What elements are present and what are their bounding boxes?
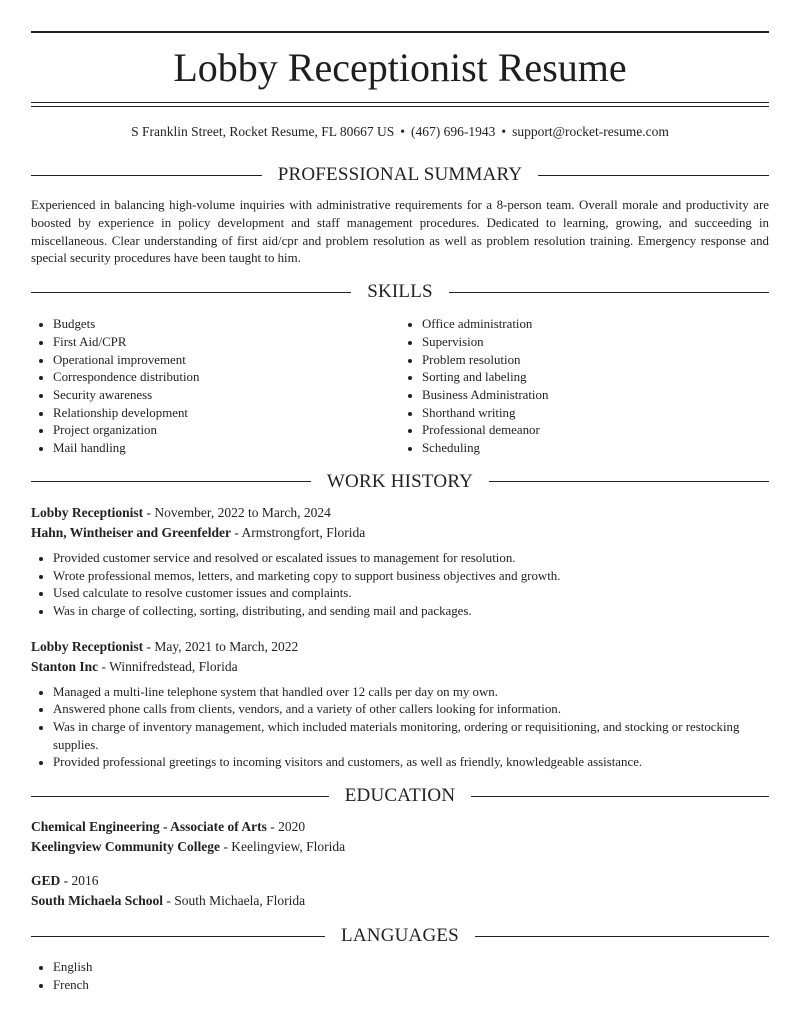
job-entry xyxy=(31,503,769,621)
job-title: Lobby Receptionist xyxy=(31,638,144,654)
work-history-heading xyxy=(31,470,769,494)
contact-separator: • xyxy=(400,124,405,139)
skills-column-left xyxy=(31,316,400,458)
education-entry xyxy=(31,817,769,856)
skill-item: • Office administration xyxy=(422,316,769,334)
job-location: Winnifredstead, Florida xyxy=(109,658,238,674)
education-school: Keelingview Community College xyxy=(31,839,220,855)
dash: - xyxy=(146,504,152,520)
heading-rule-right xyxy=(475,936,769,937)
skill-item: • Supervision xyxy=(422,334,769,352)
education-year: 2020 xyxy=(278,819,306,835)
language-item: • French xyxy=(53,977,769,995)
resume-title: Lobby Receptionist Resume xyxy=(173,45,627,90)
skill-item: • Sorting and labeling xyxy=(422,369,769,387)
job-entry xyxy=(31,637,769,773)
dash: - xyxy=(234,524,239,540)
job-company: Hahn, Wintheiser and Greenfelder xyxy=(31,524,232,540)
skill-item: • Business Administration xyxy=(422,387,769,405)
heading-rule-left xyxy=(31,292,351,293)
education-heading xyxy=(31,784,769,808)
heading-rule-right xyxy=(471,796,769,797)
job-bullet: • Was in charge of inventory management, which included materials monitoring, ordering or requisitioning, and stocking or restocking supplies. xyxy=(53,719,769,754)
job-location: Armstrongfort, Florida xyxy=(241,524,366,540)
job-bullet: • Was in charge of collecting, sorting, distributing, and sending mail and packages. xyxy=(53,603,769,621)
skill-item: • Scheduling xyxy=(422,440,769,458)
skill-item: • Shorthand writing xyxy=(422,405,769,423)
job-bullet: • Provided customer service and resolved or escalated issues to management for resolution. xyxy=(53,550,769,568)
work-history-heading-label: WORK HISTORY xyxy=(326,470,474,492)
heading-rule-left xyxy=(31,175,262,176)
skill-item: • Correspondence distribution xyxy=(53,369,400,387)
job-title-line xyxy=(31,637,769,656)
skill-item: • Mail handling xyxy=(53,440,400,458)
education-school-line xyxy=(31,891,769,910)
heading-rule-left xyxy=(31,936,325,937)
heading-rule-right xyxy=(538,175,769,176)
job-bullet: • Provided professional greetings to incoming visitors and customers, as well as friendly, knowledgeable assistance. xyxy=(53,754,769,772)
skills-heading-label: SKILLS xyxy=(367,281,433,303)
summary-text: Experienced in balancing high-volume inquiries with administrative requirements for a 8-person team. Overall morale and productivity are boosted by experience in policy development and staff management procedures. Dedicated to learning, growing, and succeeding in miscellaneous. Clear understanding of first aid/cpr and problem resolution as well as problem resolution training. Emergency response and special security procedures have been taught to him. xyxy=(31,198,769,266)
dash: - xyxy=(270,819,275,835)
education-school: South Michaela School xyxy=(31,893,164,909)
contact-phone: (467) 696-1943 xyxy=(410,124,496,139)
job-bullets xyxy=(31,550,769,621)
job-bullet: • Answered phone calls from clients, vendors, and a variety of other callers looking for information. xyxy=(53,701,769,719)
languages-list xyxy=(31,959,769,994)
heading-rule-right xyxy=(449,292,769,293)
summary-heading xyxy=(31,163,769,187)
skill-item: • Budgets xyxy=(53,316,400,334)
education-degree: GED xyxy=(31,873,61,889)
education-location: South Michaela, Florida xyxy=(174,893,306,909)
education-heading-label: EDUCATION xyxy=(344,785,456,807)
resume-page xyxy=(31,0,769,995)
education-year: 2016 xyxy=(71,873,99,889)
summary-heading-label: PROFESSIONAL SUMMARY xyxy=(277,164,523,185)
job-title-line xyxy=(31,503,769,522)
education-school-line xyxy=(31,837,769,856)
title-double-rule xyxy=(31,102,769,107)
job-dates: November, 2022 to March, 2024 xyxy=(154,504,331,520)
job-dates: May, 2021 to March, 2022 xyxy=(154,638,299,654)
job-title: Lobby Receptionist xyxy=(31,504,144,520)
skill-item: • Operational improvement xyxy=(53,352,400,370)
job-bullet: • Wrote professional memos, letters, and marketing copy to support business objectives and growth. xyxy=(53,568,769,586)
education-degree-line xyxy=(31,871,769,890)
skills-column-right xyxy=(400,316,769,458)
languages-heading xyxy=(31,924,769,948)
dash: - xyxy=(166,893,171,909)
contact-email[interactable]: support@rocket-resume.com xyxy=(512,124,669,139)
skills-heading xyxy=(31,280,769,304)
dash: - xyxy=(146,638,152,654)
skill-item: • Relationship development xyxy=(53,405,400,423)
skill-item: • First Aid/CPR xyxy=(53,334,400,352)
heading-rule-right xyxy=(489,481,769,482)
contact-line xyxy=(31,123,769,141)
education-degree: Chemical Engineering - Associate of Arts xyxy=(31,819,267,835)
job-bullet: • Managed a multi-line telephone system that handled over 12 calls per day on my own. xyxy=(53,684,769,702)
dash: - xyxy=(223,839,228,855)
job-bullet: • Used calculate to resolve customer issues and complaints. xyxy=(53,585,769,603)
skill-item: • Security awareness xyxy=(53,387,400,405)
education-degree-line xyxy=(31,817,769,836)
language-item: • English xyxy=(53,959,769,977)
dash: - xyxy=(63,873,69,889)
contact-address: S Franklin Street, Rocket Resume, FL 80667 US xyxy=(131,124,395,139)
job-company: Stanton Inc xyxy=(31,658,99,674)
education-entry xyxy=(31,871,769,910)
education-location: Keelingview, Florida xyxy=(231,839,346,855)
job-company-line xyxy=(31,523,769,542)
skills-list xyxy=(31,316,769,458)
skill-item: • Problem resolution xyxy=(422,352,769,370)
heading-rule-left xyxy=(31,481,311,482)
heading-rule-left xyxy=(31,796,329,797)
contact-separator: • xyxy=(501,124,507,139)
job-bullets xyxy=(31,684,769,773)
dash: - xyxy=(101,658,107,674)
languages-heading-label: LANGUAGES xyxy=(341,925,459,947)
job-company-line xyxy=(31,657,769,676)
skill-item: • Project organization xyxy=(53,422,400,440)
skill-item: • Professional demeanor xyxy=(422,422,769,440)
